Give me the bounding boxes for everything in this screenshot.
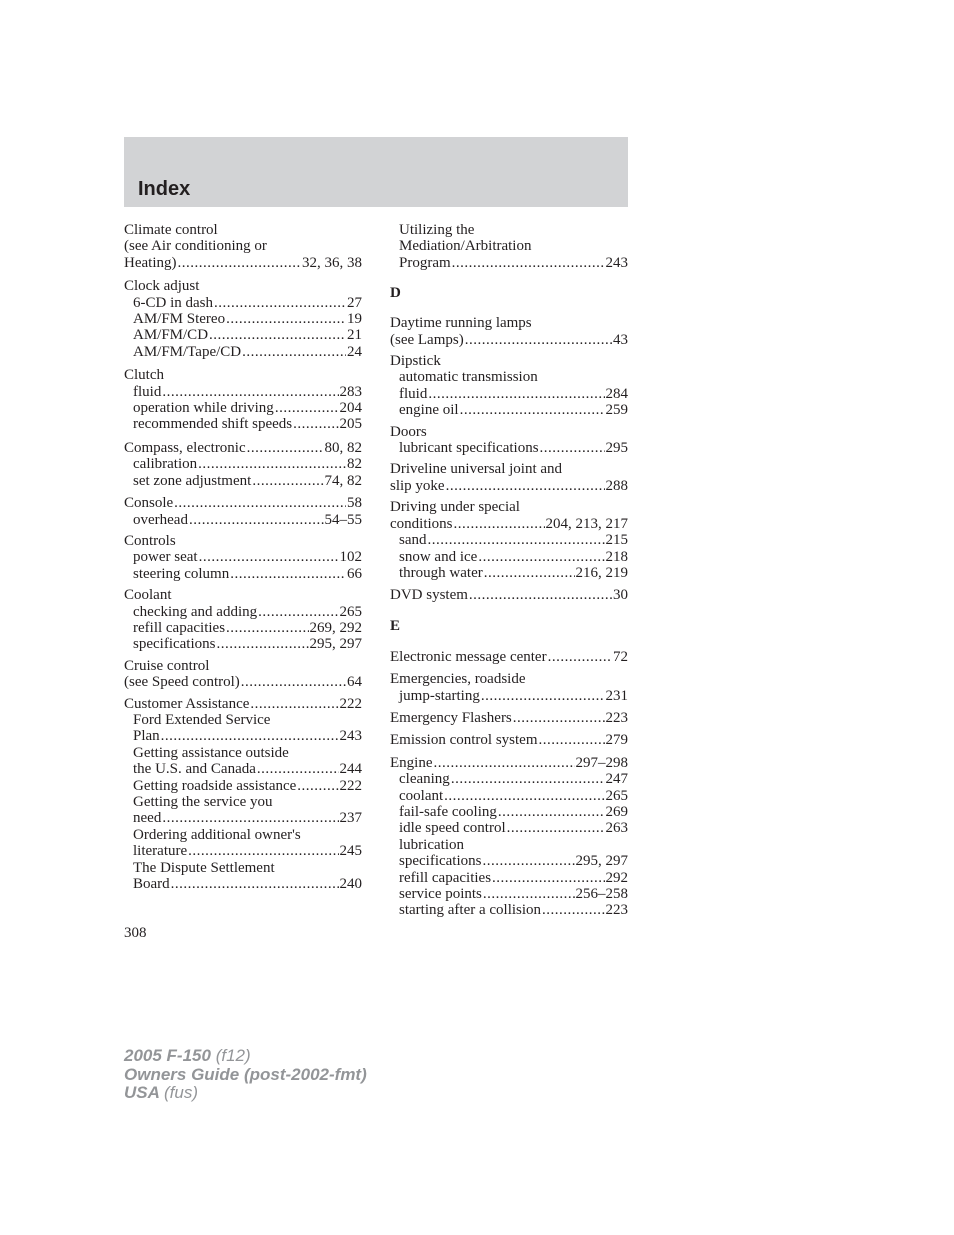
footer-market: USA xyxy=(124,1083,160,1102)
dot-leader xyxy=(250,696,338,712)
index-entry-text: Coolant xyxy=(124,587,172,604)
index-entry-text: jump-starting xyxy=(399,687,480,704)
index-subentry-line xyxy=(124,473,362,489)
index-entry xyxy=(390,710,628,726)
index-entry-line xyxy=(124,255,362,271)
index-entry-text: checking and adding xyxy=(133,603,258,620)
footer-line-model xyxy=(124,1047,367,1066)
dot-leader xyxy=(428,386,604,402)
index-entry-line xyxy=(124,533,362,549)
index-entry-text: Cruise control xyxy=(124,657,210,674)
index-entry-line xyxy=(390,755,628,771)
index-subentry-line xyxy=(124,876,362,892)
dot-leader xyxy=(230,566,346,582)
index-entry-text: operation while driving xyxy=(133,400,274,417)
index-entry-text: fail-safe cooling xyxy=(399,803,497,820)
index-entry-text: literature xyxy=(133,843,188,860)
dot-leader xyxy=(161,728,339,744)
index-entry-text: steering column xyxy=(133,565,230,582)
index-entry xyxy=(124,495,362,528)
index-entry-text: (see Speed control) xyxy=(124,674,240,691)
index-entry-line xyxy=(124,674,362,690)
index-page-ref: 32, 36, 38 xyxy=(302,254,362,271)
index-entry xyxy=(124,440,362,489)
index-entry xyxy=(390,222,628,271)
index-subentry-line xyxy=(390,820,628,836)
index-page-ref: 231 xyxy=(605,687,628,704)
index-page-ref: 54–55 xyxy=(324,511,362,528)
index-entry-text: cleaning xyxy=(399,771,450,788)
index-subentry-line xyxy=(390,771,628,787)
index-entry-text: Engine xyxy=(390,754,433,771)
index-entry xyxy=(390,315,628,348)
index-entry-text: Driving under special xyxy=(390,499,520,516)
index-page-ref: 295 xyxy=(605,440,628,457)
index-entry xyxy=(124,533,362,582)
index-entry-text: refill capacities xyxy=(399,869,492,886)
header-band xyxy=(124,137,628,207)
index-entry-line xyxy=(390,710,628,726)
dot-leader xyxy=(209,327,346,343)
index-page-ref: 265 xyxy=(339,603,362,620)
footer-guide: Owners Guide (post-2002-fmt) xyxy=(124,1064,367,1084)
dot-leader xyxy=(548,649,612,665)
dot-leader xyxy=(226,620,308,636)
index-entry-text: Emission control system xyxy=(390,732,538,749)
index-entry-line xyxy=(390,478,628,494)
index-page-ref: 283 xyxy=(339,383,362,400)
index-subentry-line xyxy=(124,860,362,876)
dot-leader xyxy=(188,843,338,859)
index-column-right xyxy=(390,222,628,919)
index-page-ref: 30 xyxy=(613,587,628,604)
index-entry-line xyxy=(124,696,362,712)
dot-leader xyxy=(539,732,605,748)
page-title: Index xyxy=(138,178,191,200)
index-subentry-line xyxy=(390,238,628,254)
index-entry-text: starting after a collision xyxy=(399,902,542,919)
index-entry-text: Doors xyxy=(390,423,427,440)
index-entry-line xyxy=(390,587,628,603)
index-page-ref: 295, 297 xyxy=(575,853,628,870)
dot-leader xyxy=(444,788,604,804)
index-subentry-line xyxy=(390,688,628,704)
index-entry-line xyxy=(390,649,628,665)
index-column-left xyxy=(124,222,362,892)
index-entry-text: Climate control xyxy=(124,222,218,238)
index-subentry-line xyxy=(124,456,362,472)
index-entry-text: Utilizing the xyxy=(399,222,475,238)
dot-leader xyxy=(214,295,346,311)
index-letter-heading: D xyxy=(390,285,401,302)
index-subentry-line xyxy=(124,344,362,360)
index-entry-text: 6-CD in dash xyxy=(133,294,213,311)
index-entry-line xyxy=(390,499,628,515)
index-page-ref: 284 xyxy=(605,385,628,402)
document-footer xyxy=(124,1047,367,1103)
index-page-ref: 292 xyxy=(605,869,628,886)
dot-leader xyxy=(241,674,346,690)
index-entry xyxy=(390,499,628,581)
dot-leader xyxy=(293,416,338,432)
index-subentry-line xyxy=(124,794,362,810)
index-subentry-line xyxy=(124,327,362,343)
index-page-ref: 43 xyxy=(613,331,628,348)
index-page-ref: 204, 213, 217 xyxy=(545,515,628,532)
dot-leader xyxy=(162,810,338,826)
dot-leader xyxy=(198,456,346,472)
index-entry-text: Heating) xyxy=(124,254,177,271)
index-entry-line xyxy=(390,671,628,687)
index-subentry-line xyxy=(124,728,362,744)
index-subentry-line xyxy=(124,827,362,843)
index-entry-text: AM/FM Stereo xyxy=(133,311,226,328)
index-page-ref: 240 xyxy=(339,876,362,893)
index-entry-text: DVD system xyxy=(390,587,468,604)
index-page-ref: 216, 219 xyxy=(575,564,628,581)
index-entry-text: Board xyxy=(133,876,170,893)
index-page-ref: 58 xyxy=(347,495,362,512)
index-entry xyxy=(390,461,628,494)
footer-market-code: (fus) xyxy=(164,1083,198,1102)
index-entry-text: Emergencies, roadside xyxy=(390,671,526,688)
index-entry xyxy=(124,367,362,433)
index-entry-line xyxy=(124,222,362,238)
index-page-ref: 263 xyxy=(605,820,628,837)
index-entry-text: Customer Assistance xyxy=(124,695,250,712)
index-entry-text: fluid xyxy=(133,383,162,400)
index-subentry-line xyxy=(390,788,628,804)
index-entry xyxy=(124,658,362,691)
index-entry-text: recommended shift speeds xyxy=(133,416,293,433)
index-entry-text: Daytime running lamps xyxy=(390,315,532,332)
index-subentry-line xyxy=(124,416,362,432)
dot-leader xyxy=(492,870,604,886)
index-entry-text: conditions xyxy=(390,515,453,532)
dot-leader xyxy=(513,710,605,726)
index-entry-text: coolant xyxy=(399,787,444,804)
index-page-ref: 64 xyxy=(347,674,362,691)
index-entry-text: Getting roadside assistance xyxy=(133,777,297,794)
index-page-ref: 82 xyxy=(347,456,362,473)
index-subentry-line xyxy=(390,902,628,918)
dot-leader xyxy=(482,853,574,869)
index-entry-text: Console xyxy=(124,495,174,512)
index-subentry-line xyxy=(124,512,362,528)
dot-leader xyxy=(542,902,604,918)
index-entry xyxy=(390,732,628,748)
index-page-ref: 295, 297 xyxy=(309,636,362,653)
index-entry-text: Ford Extended Service xyxy=(133,711,271,728)
index-entry-text: The Dispute Settlement xyxy=(133,859,275,876)
index-entry xyxy=(124,278,362,360)
dot-leader xyxy=(452,255,605,271)
index-page-ref: 279 xyxy=(605,732,628,749)
dot-leader xyxy=(189,512,324,528)
index-entry-line xyxy=(124,658,362,674)
dot-leader xyxy=(247,440,324,456)
index-entry-text: Compass, electronic xyxy=(124,439,246,456)
index-entry-text: Controls xyxy=(124,532,176,549)
dot-leader xyxy=(171,876,339,892)
index-subentry-line xyxy=(390,402,628,418)
index-subentry-line xyxy=(390,386,628,402)
dot-leader xyxy=(498,804,605,820)
dot-leader xyxy=(507,820,605,836)
index-subentry-line xyxy=(124,745,362,761)
dot-leader xyxy=(446,478,605,494)
index-subentry-line xyxy=(124,604,362,620)
index-entry-text: AM/FM/CD xyxy=(133,327,209,344)
index-entry-line xyxy=(390,353,628,369)
index-page-ref: 19 xyxy=(347,311,362,328)
dot-leader xyxy=(481,688,605,704)
index-entry-text: overhead xyxy=(133,511,188,528)
index-subentry-line xyxy=(390,870,628,886)
dot-leader xyxy=(297,778,338,794)
index-entry-text: engine oil xyxy=(399,402,459,419)
index-subentry-line xyxy=(390,837,628,853)
index-entry-text: through water xyxy=(399,564,483,581)
index-entry-text: lubrication xyxy=(399,836,464,853)
index-page-ref: 204 xyxy=(339,400,362,417)
index-page-ref: 27 xyxy=(347,294,362,311)
index-entry-text: lubricant specifications xyxy=(399,440,539,457)
index-subentry-line xyxy=(124,295,362,311)
index-page-ref: 269, 292 xyxy=(309,619,362,636)
dot-leader xyxy=(465,332,612,348)
dot-leader xyxy=(275,400,339,416)
index-entry-line xyxy=(390,332,628,348)
index-entry xyxy=(124,696,362,893)
index-entry-text: specifications xyxy=(399,853,482,870)
dot-leader xyxy=(434,755,575,771)
index-subentry-line xyxy=(124,810,362,826)
index-subentry-line xyxy=(124,843,362,859)
index-entry-text: refill capacities xyxy=(133,619,226,636)
index-entry xyxy=(390,587,628,603)
index-page-ref: 102 xyxy=(339,549,362,566)
footer-line-guide xyxy=(124,1066,367,1085)
index-page-ref: 24 xyxy=(347,343,362,360)
index-entry-text: Dipstick xyxy=(390,353,441,370)
index-page-ref: 72 xyxy=(613,648,628,665)
index-page-ref: 21 xyxy=(347,327,362,344)
dot-leader xyxy=(177,255,301,271)
dot-leader xyxy=(484,565,575,581)
index-page-ref: 218 xyxy=(605,548,628,565)
dot-leader xyxy=(242,344,346,360)
index-entry xyxy=(390,424,628,457)
index-entry-text: Driveline universal joint and xyxy=(390,461,563,478)
index-entry xyxy=(390,353,628,419)
index-entry-text: Ordering additional owner's xyxy=(133,826,301,843)
index-entry xyxy=(124,587,362,653)
index-subentry-line xyxy=(390,369,628,385)
index-letter-heading: E xyxy=(390,617,401,634)
index-entry-text: (see Lamps) xyxy=(390,331,464,348)
index-entry-line xyxy=(390,516,628,532)
dot-leader xyxy=(428,532,605,548)
index-page-ref: 245 xyxy=(339,843,362,860)
index-entry-line xyxy=(124,587,362,603)
index-subentry-line xyxy=(390,886,628,902)
index-entry-text: Emergency Flashers xyxy=(390,709,512,726)
index-entry-line xyxy=(124,495,362,511)
dot-leader xyxy=(451,771,605,787)
index-page-ref: 243 xyxy=(605,254,628,271)
dot-leader xyxy=(454,516,545,532)
index-entry-text: Electronic message center xyxy=(390,648,547,665)
index-subentry-line xyxy=(124,566,362,582)
index-subentry-line xyxy=(390,440,628,456)
index-entry-text: set zone adjustment xyxy=(133,472,252,489)
footer-model: 2005 F-150 xyxy=(124,1046,211,1065)
index-page-ref: 256–258 xyxy=(575,886,628,902)
index-entry-text: Program xyxy=(399,254,451,271)
index-subentry-line xyxy=(124,712,362,728)
index-page-ref: 222 xyxy=(339,695,362,712)
index-subentry-line xyxy=(124,620,362,636)
index-subentry-line xyxy=(390,549,628,565)
index-entry-text: specifications xyxy=(133,636,216,653)
index-subentry-line xyxy=(124,761,362,777)
index-entry xyxy=(390,755,628,919)
index-page-ref: 297–298 xyxy=(575,754,628,771)
index-entry-line xyxy=(390,732,628,748)
dot-leader xyxy=(483,886,575,902)
index-page-ref: 80, 82 xyxy=(324,439,362,456)
index-page-ref: 288 xyxy=(605,477,628,494)
index-page-ref: 247 xyxy=(605,771,628,788)
footer-model-code: (f12) xyxy=(215,1046,251,1065)
dot-leader xyxy=(162,384,338,400)
index-entry xyxy=(390,649,628,665)
index-entry-text: service points xyxy=(399,886,482,902)
index-subentry-line xyxy=(390,853,628,869)
dot-leader xyxy=(540,440,605,456)
index-subentry-line xyxy=(124,778,362,794)
dot-leader xyxy=(469,587,612,603)
dot-leader xyxy=(478,549,604,565)
index-entry-line xyxy=(390,315,628,331)
dot-leader xyxy=(252,473,323,489)
index-entry-text: fluid xyxy=(399,385,428,402)
index-page-ref: 223 xyxy=(605,709,628,726)
dot-leader xyxy=(216,636,308,652)
index-entry xyxy=(390,671,628,704)
index-page-ref: 269 xyxy=(605,803,628,820)
index-subentry-line xyxy=(124,636,362,652)
footer-line-market xyxy=(124,1084,367,1103)
index-entry-text: AM/FM/Tape/CD xyxy=(133,343,242,360)
dot-leader xyxy=(460,402,605,418)
index-subentry-line xyxy=(124,311,362,327)
index-entry-text: sand xyxy=(399,532,427,549)
index-entry-line xyxy=(390,461,628,477)
index-entry-text: slip yoke xyxy=(390,477,445,494)
index-subentry-line xyxy=(124,384,362,400)
index-subentry-line xyxy=(124,400,362,416)
index-subentry-line xyxy=(390,565,628,581)
dot-leader xyxy=(258,604,338,620)
index-page-ref: 243 xyxy=(339,728,362,745)
index-page-ref: 237 xyxy=(339,810,362,827)
index-subentry-line xyxy=(390,532,628,548)
dot-leader xyxy=(226,311,346,327)
page-number: 308 xyxy=(124,925,147,941)
index-page-ref: 74, 82 xyxy=(324,472,362,489)
index-entry-line xyxy=(124,367,362,383)
index-entry-text: power seat xyxy=(133,549,198,566)
dot-leader xyxy=(199,549,339,565)
index-entry-text: Mediation/Arbitration xyxy=(399,238,532,255)
dot-leader xyxy=(174,495,346,511)
index-entry-text: the U.S. and Canada xyxy=(133,761,256,778)
index-entry xyxy=(124,222,362,271)
index-page-ref: 223 xyxy=(605,902,628,919)
index-page-ref: 215 xyxy=(605,532,628,549)
index-page-ref: 259 xyxy=(605,402,628,419)
index-entry-text: Getting assistance outside xyxy=(133,744,289,761)
index-entry-text: (see Air conditioning or xyxy=(124,238,267,255)
index-entry-text: automatic transmission xyxy=(399,369,538,386)
index-page-ref: 265 xyxy=(605,787,628,804)
index-entry-text: idle speed control xyxy=(399,820,506,837)
index-entry-text: Clutch xyxy=(124,367,164,384)
index-entry-line xyxy=(124,440,362,456)
index-entry-text: Clock adjust xyxy=(124,278,200,295)
index-entry-line xyxy=(124,278,362,294)
index-entry-text: calibration xyxy=(133,456,198,473)
index-subentry-line xyxy=(124,549,362,565)
index-subentry-line xyxy=(390,804,628,820)
index-page-ref: 205 xyxy=(339,416,362,433)
index-entry-text: Plan xyxy=(133,728,160,745)
index-page-ref: 244 xyxy=(339,761,362,778)
dot-leader xyxy=(257,761,339,777)
index-entry-text: snow and ice xyxy=(399,548,478,565)
index-entry-text: Getting the service you xyxy=(133,794,273,810)
index-subentry-line xyxy=(390,222,628,238)
index-page-ref: 66 xyxy=(347,565,362,582)
index-entry-line xyxy=(124,238,362,254)
index-entry-text: need xyxy=(133,810,162,827)
index-entry-line xyxy=(390,424,628,440)
index-page-ref: 222 xyxy=(339,777,362,794)
index-subentry-line xyxy=(390,255,628,271)
